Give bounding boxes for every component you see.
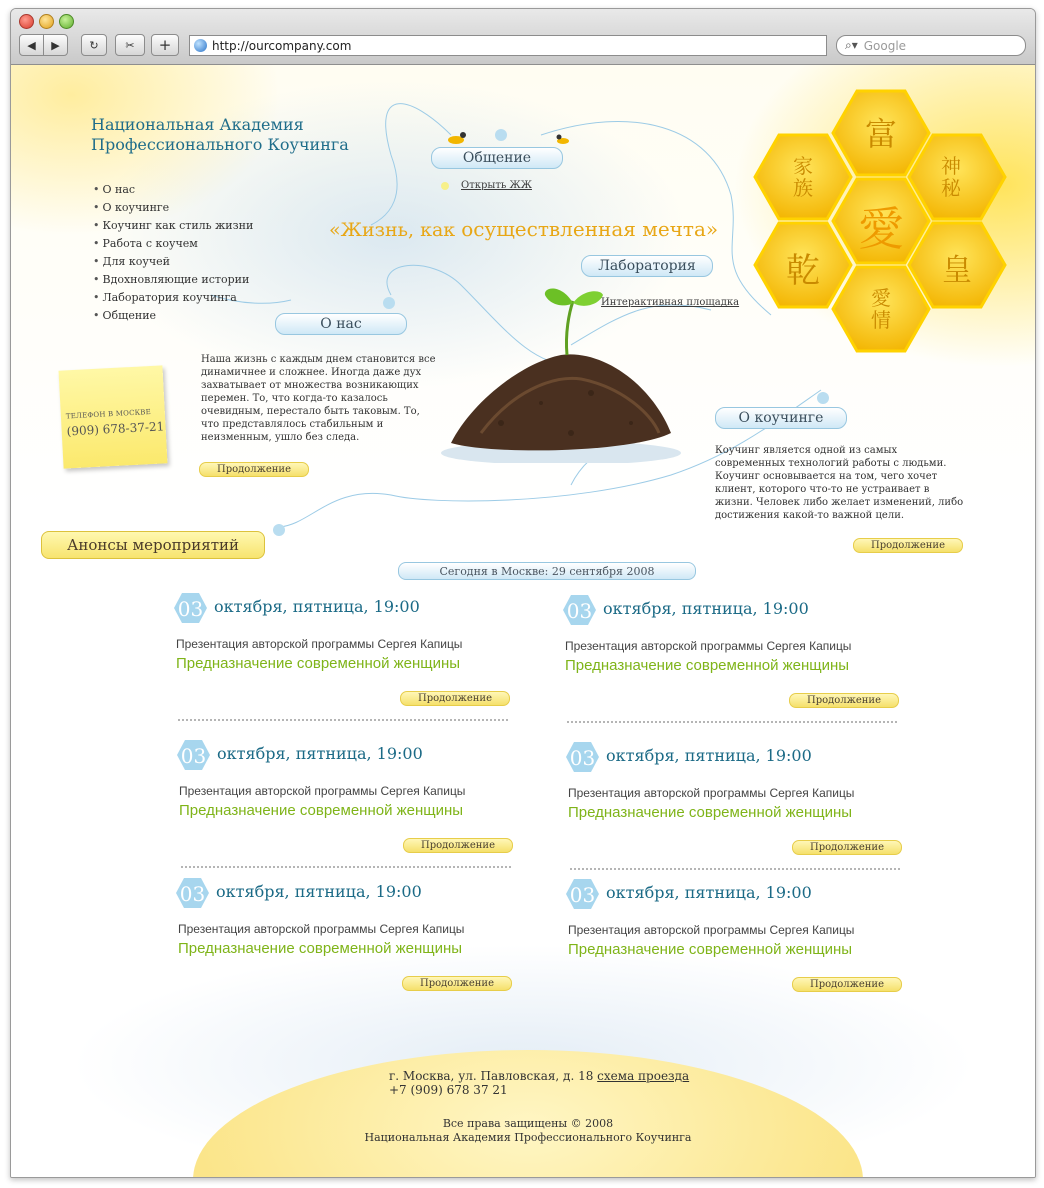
footer-address: г. Москва, ул. Павловская, д. 18: [389, 1069, 598, 1083]
zoom-window-button[interactable]: [59, 14, 74, 29]
about-coaching-label: О коучинге: [738, 410, 824, 426]
communication-label: Общение: [462, 150, 532, 166]
snapback-button[interactable]: [115, 34, 145, 56]
event-title-link[interactable]: Предназначение современной женщины: [179, 802, 464, 819]
event-subtitle: Презентация авторской программы Сергея Капицы: [568, 786, 855, 800]
add-bookmark-button[interactable]: [151, 34, 179, 56]
sticky-label: ТЕЛЕФОН В МОСКВЕ: [65, 408, 152, 421]
about-coaching-more-button[interactable]: [853, 538, 963, 553]
event-title-link[interactable]: Предназначение современной женщины: [568, 941, 853, 958]
event-more-label: Продолжение: [809, 979, 885, 990]
honeycomb-char-6: 皇: [942, 253, 972, 288]
honeycomb-char-4: 愛: [858, 202, 904, 256]
event-more-button[interactable]: [403, 838, 513, 853]
event-more-label: Продолжение: [809, 842, 885, 853]
reload-button[interactable]: [81, 34, 107, 56]
event-more-button[interactable]: [789, 693, 899, 708]
scissors-icon: ✂: [125, 38, 135, 52]
day-hexagon-badge: [563, 595, 596, 625]
event-more-label: Продолжение: [419, 978, 495, 989]
event-card: [177, 740, 517, 880]
menu-item-communication[interactable]: • Общение: [93, 307, 253, 325]
announcements-button[interactable]: [41, 531, 265, 559]
communication-button[interactable]: [431, 147, 563, 169]
event-subtitle: Презентация авторской программы Сергея Капицы: [565, 639, 852, 653]
search-icon: ⌕▾: [845, 38, 858, 52]
search-placeholder: Google: [863, 38, 907, 53]
event-card: [566, 742, 906, 882]
honeycomb-char-5: 乾: [786, 251, 820, 291]
about-text: Наша жизнь с каждым днем становится все динамичнее и сложнее. Иногда даже дух захватывает от множества возникающих перемен. То, что когда-то казалось очевидным, перестало быть таковым. То, что представлялось стабильным и неизменным, ушло без следа.: [201, 354, 436, 443]
day-hexagon-badge: [566, 879, 599, 909]
phone-sticky-note: [59, 365, 168, 468]
day-hexagon-badge: [566, 742, 599, 772]
laboratory-button[interactable]: [581, 255, 713, 277]
footer-contacts: [389, 1069, 689, 1097]
event-title-link[interactable]: Предназначение современной женщины: [176, 655, 461, 672]
plant-sprout-illustration: [431, 283, 691, 463]
event-title-link[interactable]: Предназначение современной женщины: [178, 940, 463, 957]
event-subtitle: Презентация авторской программы Сергея Капицы: [179, 784, 466, 798]
event-subtitle: Презентация авторской программы Сергея Капицы: [568, 923, 855, 937]
today-date-badge: [398, 562, 696, 580]
event-day: 03: [177, 597, 204, 621]
event-card: [176, 878, 516, 1018]
web-page: [11, 65, 1035, 1177]
site-title[interactable]: Национальная Академия Профессионального Коучинга: [91, 115, 349, 154]
about-button[interactable]: [275, 313, 407, 335]
event-date: октября, пятница, 19:00: [606, 883, 812, 902]
event-subtitle: Презентация авторской программы Сергея Капицы: [178, 922, 465, 936]
address-bar[interactable]: [189, 35, 827, 56]
today-date-text: Сегодня в Москве: 29 сентября 2008: [439, 564, 655, 578]
about-coaching-text: Коучинг является одной из самых современных технологий работы с людьми. Коучинг основывается на том, чего хочет клиент, которого что-то не устраивает в жизни. Человек либо желает изменений, либо достижения какой-то важной цели.: [715, 445, 964, 521]
sticky-phone: (909) 678-37-21: [66, 419, 165, 439]
bird-decoration: [448, 132, 569, 144]
search-input[interactable]: [836, 35, 1026, 56]
day-hexagon-badge: [176, 878, 209, 908]
event-day: 03: [566, 599, 593, 623]
event-card: [563, 595, 903, 735]
dotted-divider: [567, 721, 897, 723]
event-day: 03: [569, 883, 596, 907]
honeycomb-char-2: 神秘: [941, 154, 961, 200]
event-subtitle: Презентация авторской программы Сергея Капицы: [176, 637, 463, 651]
event-card: [174, 593, 514, 733]
menu-item-stories[interactable]: • Вдохновляющие истории: [93, 271, 253, 289]
menu-item-for-coaches[interactable]: • Для коучей: [93, 253, 253, 271]
dotted-divider: [178, 719, 508, 721]
event-more-label: Продолжение: [806, 695, 882, 706]
close-window-button[interactable]: [19, 14, 34, 29]
minimize-window-button[interactable]: [39, 14, 54, 29]
event-date: октября, пятница, 19:00: [217, 744, 423, 763]
honeycomb-char-1: 富: [864, 115, 897, 153]
event-date: октября, пятница, 19:00: [214, 597, 420, 616]
copyright-text: Все права защищены © 2008: [442, 1117, 614, 1130]
menu-item-lifestyle[interactable]: • Коучинг как стиль жизни: [93, 217, 253, 235]
slogan-part2: осуществленная мечта»: [461, 217, 719, 241]
honeycomb-logo: [751, 85, 1011, 357]
menu-item-coaching[interactable]: • О коучинге: [93, 199, 253, 217]
about-coaching-button[interactable]: [715, 407, 847, 429]
event-more-button[interactable]: [792, 840, 902, 855]
day-hexagon-badge: [177, 740, 210, 770]
event-more-button[interactable]: [402, 976, 512, 991]
slogan-part1: «Жизнь, как: [329, 219, 462, 241]
event-day: 03: [180, 744, 207, 768]
announcements-label: Анонсы мероприятий: [66, 536, 240, 554]
event-card: [566, 879, 906, 1019]
globe-icon: [194, 39, 207, 52]
about-more-label: Продолжение: [216, 464, 292, 475]
day-hexagon-badge: [174, 593, 207, 623]
menu-item-laboratory[interactable]: • Лаборатория коучинга: [93, 289, 253, 307]
event-more-button[interactable]: [792, 977, 902, 992]
main-menu: [93, 181, 253, 325]
event-more-button[interactable]: [400, 691, 510, 706]
honeycomb-char-3: 家族: [793, 154, 813, 200]
dotted-divider: [570, 868, 900, 870]
directions-link[interactable]: схема проезда: [597, 1069, 690, 1083]
laboratory-label: Лаборатория: [598, 258, 696, 274]
bullet-dot-icon: [441, 182, 449, 190]
footer-copyright: [323, 1117, 733, 1145]
back-button[interactable]: [19, 34, 44, 56]
event-more-label: Продолжение: [417, 693, 493, 704]
about-more-button[interactable]: [199, 462, 309, 477]
plus-icon: +: [158, 36, 172, 54]
about-label: О нас: [320, 316, 362, 332]
event-day: 03: [179, 882, 206, 906]
open-lj-link[interactable]: Открыть ЖЖ: [461, 180, 532, 191]
honeycomb-char-7: 愛情: [871, 286, 891, 332]
reload-icon: ↻: [89, 38, 99, 52]
browser-toolbar: [11, 9, 1035, 65]
event-date: октября, пятница, 19:00: [606, 746, 812, 765]
footer-org-name: Национальная Академия Профессионального Коучинга: [364, 1131, 692, 1144]
footer-phone: +7 (909) 678 37 21: [389, 1083, 508, 1097]
event-title-link[interactable]: Предназначение современной женщины: [568, 804, 853, 821]
event-date: октября, пятница, 19:00: [603, 599, 809, 618]
url-text: http://ourcompany.com: [212, 38, 352, 53]
forward-button[interactable]: [43, 34, 68, 56]
menu-item-work-with-coach[interactable]: • Работа с коучем: [93, 235, 253, 253]
dotted-divider: [181, 866, 511, 868]
menu-item-about[interactable]: • О нас: [93, 181, 253, 199]
forward-arrow-icon: ▶: [51, 38, 60, 52]
about-coaching-more-label: Продолжение: [870, 540, 946, 551]
back-arrow-icon: ◀: [27, 38, 36, 52]
event-day: 03: [569, 746, 596, 770]
event-more-label: Продолжение: [420, 840, 496, 851]
slogan: [329, 217, 718, 241]
event-date: октября, пятница, 19:00: [216, 882, 422, 901]
event-title-link[interactable]: Предназначение современной женщины: [565, 657, 850, 674]
interactive-platform-link[interactable]: Интерактивная площадка: [601, 297, 740, 308]
browser-window: [10, 8, 1036, 1178]
